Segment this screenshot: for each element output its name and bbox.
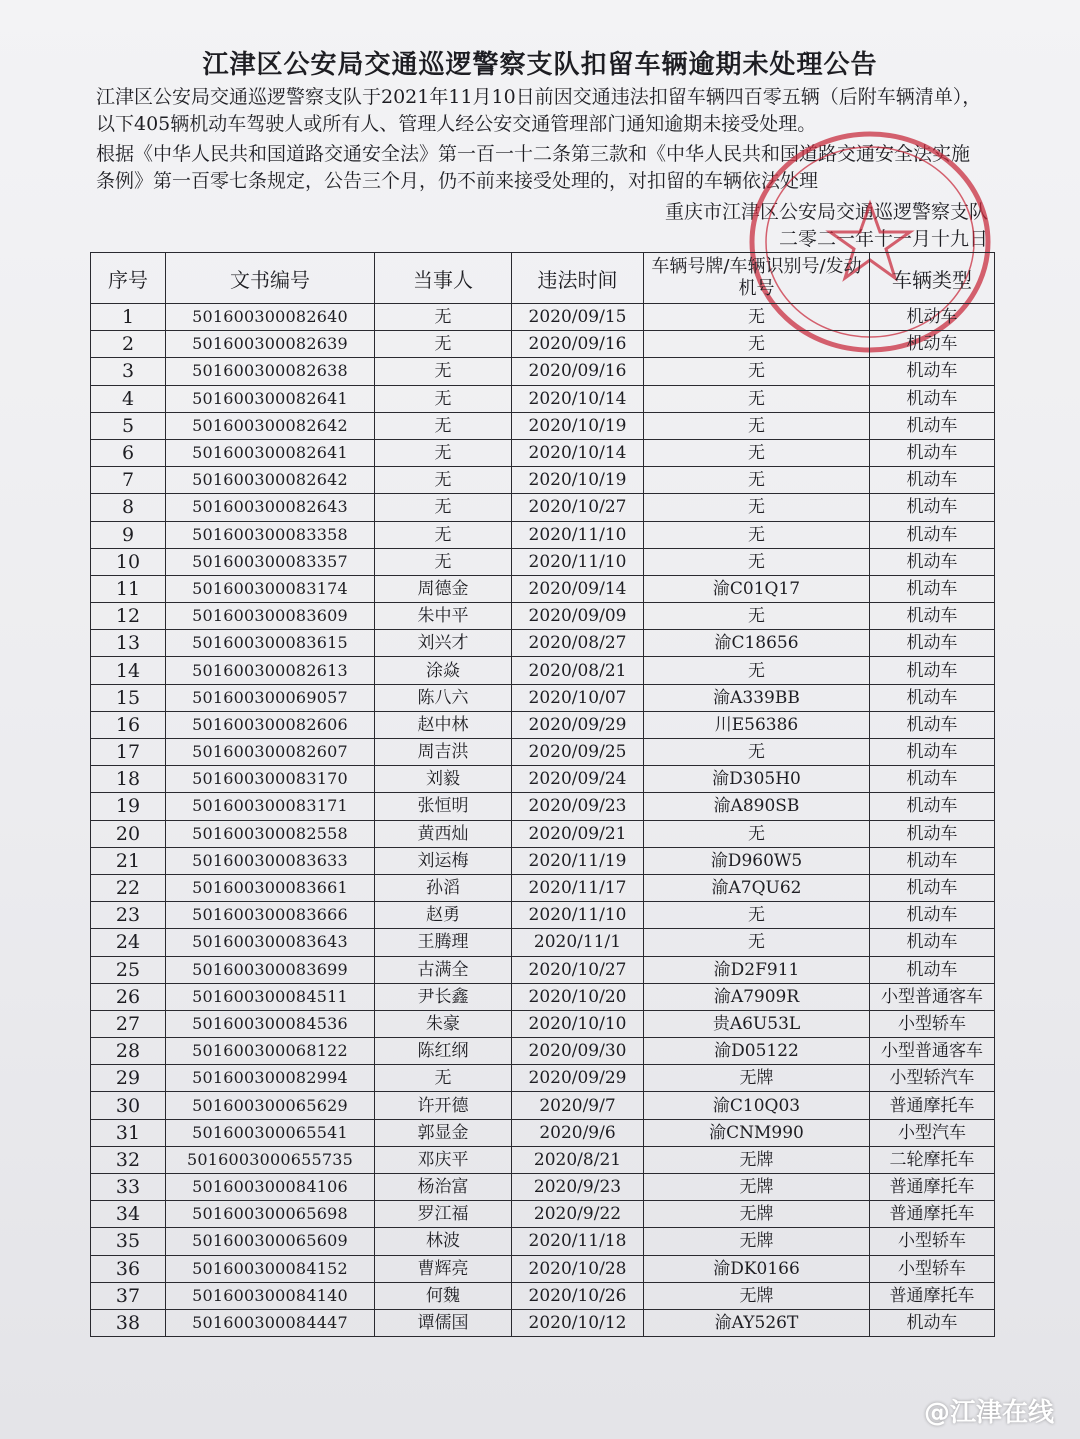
cell-doc-number: 501600300084536 — [166, 1010, 375, 1037]
cell-plate: 无牌 — [644, 1146, 870, 1173]
cell-doc-number: 501600300083171 — [166, 793, 375, 820]
cell-doc-number: 501600300083666 — [166, 902, 375, 929]
cell-party: 无 — [375, 385, 512, 412]
cell-violation-time: 2020/11/10 — [512, 548, 644, 575]
cell-vehicle-type: 机动车 — [870, 385, 995, 412]
cell-plate: 无牌 — [644, 1282, 870, 1309]
table-row — [91, 358, 995, 385]
cell-doc-number: 5016003000655735 — [166, 1146, 375, 1173]
cell-plate: 渝A7QU62 — [644, 874, 870, 901]
cell-seq: 27 — [91, 1010, 166, 1037]
table-row — [91, 1174, 995, 1201]
table-row — [91, 956, 995, 983]
cell-vehicle-type: 机动车 — [870, 657, 995, 684]
cell-seq: 33 — [91, 1174, 166, 1201]
cell-doc-number: 501600300082642 — [166, 412, 375, 439]
table-row — [91, 548, 995, 575]
table-row — [91, 630, 995, 657]
cell-plate: 渝C10Q03 — [644, 1092, 870, 1119]
cell-party: 无 — [375, 439, 512, 466]
cell-party: 曹辉亮 — [375, 1255, 512, 1282]
signature-organization: 重庆市江津区公安局交通巡逻警察支队 — [664, 201, 988, 223]
cell-seq: 29 — [91, 1065, 166, 1092]
table-row — [91, 847, 995, 874]
cell-doc-number: 501600300083615 — [166, 630, 375, 657]
cell-violation-time: 2020/10/07 — [512, 684, 644, 711]
cell-doc-number: 501600300083633 — [166, 847, 375, 874]
cell-violation-time: 2020/11/10 — [512, 521, 644, 548]
cell-vehicle-type: 机动车 — [870, 412, 995, 439]
cell-vehicle-type: 机动车 — [870, 874, 995, 901]
table-row — [91, 1010, 995, 1037]
table-row — [91, 439, 995, 466]
cell-seq: 14 — [91, 657, 166, 684]
table-row — [91, 711, 995, 738]
table-row — [91, 467, 995, 494]
cell-party: 黄西灿 — [375, 820, 512, 847]
cell-party: 周吉洪 — [375, 739, 512, 766]
cell-violation-time: 2020/10/19 — [512, 467, 644, 494]
table-header-row — [91, 253, 995, 304]
cell-party: 孙滔 — [375, 874, 512, 901]
cell-seq: 9 — [91, 521, 166, 548]
cell-seq: 1 — [91, 304, 166, 331]
cell-party: 朱中平 — [375, 603, 512, 630]
cell-violation-time: 2020/11/17 — [512, 874, 644, 901]
cell-vehicle-type: 普通摩托车 — [870, 1174, 995, 1201]
cell-violation-time: 2020/09/24 — [512, 766, 644, 793]
table-row — [91, 739, 995, 766]
table-row — [91, 412, 995, 439]
cell-party: 无 — [375, 521, 512, 548]
cell-seq: 31 — [91, 1119, 166, 1146]
cell-violation-time: 2020/09/25 — [512, 739, 644, 766]
table-row — [91, 902, 995, 929]
header-vehicle-type: 车辆类型 — [870, 253, 995, 304]
cell-vehicle-type: 机动车 — [870, 684, 995, 711]
cell-plate: 无牌 — [644, 1065, 870, 1092]
cell-seq: 35 — [91, 1228, 166, 1255]
cell-plate: 渝C18656 — [644, 630, 870, 657]
cell-doc-number: 501600300084140 — [166, 1282, 375, 1309]
cell-seq: 25 — [91, 956, 166, 983]
table-row — [91, 521, 995, 548]
cell-party: 杨治富 — [375, 1174, 512, 1201]
cell-seq: 12 — [91, 603, 166, 630]
cell-doc-number: 501600300082643 — [166, 494, 375, 521]
cell-plate: 渝D05122 — [644, 1038, 870, 1065]
cell-violation-time: 2020/09/15 — [512, 304, 644, 331]
cell-vehicle-type: 机动车 — [870, 494, 995, 521]
cell-violation-time: 2020/09/29 — [512, 711, 644, 738]
cell-vehicle-type: 机动车 — [870, 793, 995, 820]
cell-violation-time: 2020/9/6 — [512, 1119, 644, 1146]
cell-party: 尹长鑫 — [375, 983, 512, 1010]
cell-vehicle-type: 小型轿车 — [870, 1228, 995, 1255]
cell-doc-number: 501600300083357 — [166, 548, 375, 575]
table-row — [91, 1255, 995, 1282]
cell-seq: 18 — [91, 766, 166, 793]
cell-plate: 无 — [644, 603, 870, 630]
cell-vehicle-type: 二轮摩托车 — [870, 1146, 995, 1173]
table-row — [91, 820, 995, 847]
cell-doc-number: 501600300082558 — [166, 820, 375, 847]
notice-title: 江津区公安局交通巡逻警察支队扣留车辆逾期未处理公告 — [202, 50, 878, 80]
cell-party: 赵勇 — [375, 902, 512, 929]
table-row — [91, 494, 995, 521]
cell-seq: 24 — [91, 929, 166, 956]
cell-party: 无 — [375, 304, 512, 331]
cell-violation-time: 2020/10/19 — [512, 412, 644, 439]
cell-doc-number: 501600300083170 — [166, 766, 375, 793]
cell-doc-number: 501600300082639 — [166, 331, 375, 358]
cell-plate: 川E56386 — [644, 711, 870, 738]
cell-vehicle-type: 普通摩托车 — [870, 1282, 995, 1309]
cell-plate: 无 — [644, 521, 870, 548]
cell-vehicle-type: 普通摩托车 — [870, 1092, 995, 1119]
cell-party: 无 — [375, 331, 512, 358]
cell-doc-number: 501600300084447 — [166, 1309, 375, 1336]
cell-doc-number: 501600300068122 — [166, 1038, 375, 1065]
cell-party: 刘运梅 — [375, 847, 512, 874]
cell-party: 周德金 — [375, 575, 512, 602]
cell-plate: 无 — [644, 739, 870, 766]
table-row — [91, 983, 995, 1010]
cell-plate: 无牌 — [644, 1201, 870, 1228]
cell-plate: 渝A890SB — [644, 793, 870, 820]
cell-seq: 28 — [91, 1038, 166, 1065]
table-row — [91, 1092, 995, 1119]
cell-plate: 渝DK0166 — [644, 1255, 870, 1282]
cell-plate: 无 — [644, 439, 870, 466]
cell-vehicle-type: 小型普通客车 — [870, 983, 995, 1010]
cell-violation-time: 2020/11/1 — [512, 929, 644, 956]
cell-party: 邓庆平 — [375, 1146, 512, 1173]
cell-doc-number: 501600300065609 — [166, 1228, 375, 1255]
cell-seq: 23 — [91, 902, 166, 929]
cell-doc-number: 501600300065629 — [166, 1092, 375, 1119]
cell-violation-time: 2020/10/14 — [512, 385, 644, 412]
cell-seq: 15 — [91, 684, 166, 711]
cell-plate: 无 — [644, 331, 870, 358]
cell-party: 刘毅 — [375, 766, 512, 793]
cell-party: 王腾理 — [375, 929, 512, 956]
cell-party: 许开德 — [375, 1092, 512, 1119]
cell-vehicle-type: 普通摩托车 — [870, 1201, 995, 1228]
cell-vehicle-type: 机动车 — [870, 467, 995, 494]
cell-plate: 渝C01Q17 — [644, 575, 870, 602]
cell-plate: 渝D960W5 — [644, 847, 870, 874]
table-row — [91, 603, 995, 630]
cell-party: 刘兴才 — [375, 630, 512, 657]
cell-vehicle-type: 机动车 — [870, 1309, 995, 1336]
cell-party: 林波 — [375, 1228, 512, 1255]
table-row — [91, 1201, 995, 1228]
signature-date: 二零二一年十一月十九日 — [778, 228, 988, 250]
cell-violation-time: 2020/09/30 — [512, 1038, 644, 1065]
header-party: 当事人 — [375, 253, 512, 304]
cell-violation-time: 2020/09/09 — [512, 603, 644, 630]
cell-doc-number: 501600300082606 — [166, 711, 375, 738]
cell-vehicle-type: 机动车 — [870, 331, 995, 358]
cell-vehicle-type: 小型汽车 — [870, 1119, 995, 1146]
cell-doc-number: 501600300083609 — [166, 603, 375, 630]
cell-doc-number: 501600300083358 — [166, 521, 375, 548]
cell-party: 古满全 — [375, 956, 512, 983]
cell-doc-number: 501600300084106 — [166, 1174, 375, 1201]
cell-seq: 19 — [91, 793, 166, 820]
table-row — [91, 657, 995, 684]
cell-vehicle-type: 机动车 — [870, 902, 995, 929]
cell-plate: 无 — [644, 385, 870, 412]
cell-vehicle-type: 机动车 — [870, 766, 995, 793]
cell-plate: 无牌 — [644, 1228, 870, 1255]
cell-doc-number: 501600300083661 — [166, 874, 375, 901]
cell-plate: 渝AY526T — [644, 1309, 870, 1336]
header-plate: 车辆号牌/车辆识别号/发动机号 — [644, 253, 870, 304]
cell-seq: 17 — [91, 739, 166, 766]
cell-seq: 4 — [91, 385, 166, 412]
cell-party: 无 — [375, 494, 512, 521]
cell-doc-number: 501600300082613 — [166, 657, 375, 684]
cell-violation-time: 2020/08/27 — [512, 630, 644, 657]
cell-seq: 26 — [91, 983, 166, 1010]
cell-violation-time: 2020/10/20 — [512, 983, 644, 1010]
cell-doc-number: 501600300082638 — [166, 358, 375, 385]
cell-vehicle-type: 机动车 — [870, 521, 995, 548]
cell-doc-number: 501600300083643 — [166, 929, 375, 956]
cell-vehicle-type: 机动车 — [870, 847, 995, 874]
cell-violation-time: 2020/11/10 — [512, 902, 644, 929]
table-row — [91, 1282, 995, 1309]
cell-plate: 无 — [644, 902, 870, 929]
cell-party: 陈八六 — [375, 684, 512, 711]
cell-party: 郭显金 — [375, 1119, 512, 1146]
cell-violation-time: 2020/09/16 — [512, 331, 644, 358]
table-row — [91, 1119, 995, 1146]
cell-violation-time: 2020/09/14 — [512, 575, 644, 602]
cell-seq: 13 — [91, 630, 166, 657]
cell-doc-number: 501600300084152 — [166, 1255, 375, 1282]
cell-plate: 无 — [644, 467, 870, 494]
cell-seq: 38 — [91, 1309, 166, 1336]
impounded-vehicles-table — [90, 252, 995, 1337]
cell-vehicle-type: 机动车 — [870, 956, 995, 983]
table-row — [91, 1065, 995, 1092]
cell-violation-time: 2020/09/29 — [512, 1065, 644, 1092]
cell-plate: 无 — [644, 929, 870, 956]
cell-plate: 渝D2F911 — [644, 956, 870, 983]
table-row — [91, 874, 995, 901]
cell-doc-number: 501600300083699 — [166, 956, 375, 983]
cell-party: 赵中林 — [375, 711, 512, 738]
cell-violation-time: 2020/10/27 — [512, 956, 644, 983]
cell-plate: 渝CNM990 — [644, 1119, 870, 1146]
table-row — [91, 1038, 995, 1065]
cell-vehicle-type: 机动车 — [870, 929, 995, 956]
cell-party: 无 — [375, 358, 512, 385]
cell-party: 陈红纲 — [375, 1038, 512, 1065]
cell-vehicle-type: 机动车 — [870, 439, 995, 466]
cell-plate: 无 — [644, 657, 870, 684]
cell-party: 谭儒国 — [375, 1309, 512, 1336]
cell-doc-number: 501600300082641 — [166, 439, 375, 466]
cell-vehicle-type: 机动车 — [870, 711, 995, 738]
cell-seq: 30 — [91, 1092, 166, 1119]
cell-violation-time: 2020/9/23 — [512, 1174, 644, 1201]
cell-doc-number: 501600300065541 — [166, 1119, 375, 1146]
cell-doc-number: 501600300082607 — [166, 739, 375, 766]
cell-seq: 7 — [91, 467, 166, 494]
table-row — [91, 1309, 995, 1336]
table-row — [91, 766, 995, 793]
source-watermark: @江津在线 — [923, 1398, 1054, 1428]
header-doc-number: 文书编号 — [166, 253, 375, 304]
cell-seq: 21 — [91, 847, 166, 874]
cell-plate: 无 — [644, 412, 870, 439]
cell-vehicle-type: 机动车 — [870, 575, 995, 602]
cell-violation-time: 2020/10/28 — [512, 1255, 644, 1282]
table-row — [91, 385, 995, 412]
cell-party: 何魏 — [375, 1282, 512, 1309]
cell-vehicle-type: 机动车 — [870, 630, 995, 657]
cell-vehicle-type: 小型轿车 — [870, 1010, 995, 1037]
cell-vehicle-type: 机动车 — [870, 820, 995, 847]
cell-violation-time: 2020/11/18 — [512, 1228, 644, 1255]
cell-plate: 无 — [644, 494, 870, 521]
cell-vehicle-type: 机动车 — [870, 548, 995, 575]
cell-doc-number: 501600300082640 — [166, 304, 375, 331]
cell-violation-time: 2020/9/7 — [512, 1092, 644, 1119]
cell-vehicle-type: 小型轿车 — [870, 1255, 995, 1282]
cell-doc-number: 501600300069057 — [166, 684, 375, 711]
cell-party: 朱豪 — [375, 1010, 512, 1037]
table-row — [91, 793, 995, 820]
notice-paragraph-2: 根据《中华人民共和国道路交通安全法》第一百一十二条第三款和《中华人民共和国道路交通安全法实施条例》第一百零七条规定，公告三个月，仍不前来接受处理的，对扣留的车辆依法处理 — [96, 143, 971, 192]
cell-seq: 6 — [91, 439, 166, 466]
cell-party: 张恒明 — [375, 793, 512, 820]
cell-doc-number: 501600300083174 — [166, 575, 375, 602]
notice-paragraph-1: 江津区公安局交通巡逻警察支队于2021年11月10日前因交通违法扣留车辆四百零五辆（后附车辆清单），以下405辆机动车驾驶人或所有人、管理人经公安交通管理部门通知逾期未接受处理。 — [96, 86, 982, 135]
cell-vehicle-type: 机动车 — [870, 358, 995, 385]
cell-vehicle-type: 机动车 — [870, 603, 995, 630]
cell-plate: 渝A339BB — [644, 684, 870, 711]
cell-violation-time: 2020/10/14 — [512, 439, 644, 466]
cell-seq: 2 — [91, 331, 166, 358]
cell-doc-number: 501600300084511 — [166, 983, 375, 1010]
cell-violation-time: 2020/10/26 — [512, 1282, 644, 1309]
cell-vehicle-type: 小型轿汽车 — [870, 1065, 995, 1092]
cell-violation-time: 2020/08/21 — [512, 657, 644, 684]
cell-plate: 渝A7909R — [644, 983, 870, 1010]
cell-violation-time: 2020/10/12 — [512, 1309, 644, 1336]
cell-seq: 37 — [91, 1282, 166, 1309]
cell-vehicle-type: 机动车 — [870, 304, 995, 331]
cell-party: 涂焱 — [375, 657, 512, 684]
table-row — [91, 331, 995, 358]
cell-plate: 无 — [644, 304, 870, 331]
table-row — [91, 1146, 995, 1173]
cell-violation-time: 2020/10/27 — [512, 494, 644, 521]
cell-party: 无 — [375, 1065, 512, 1092]
cell-plate: 无 — [644, 820, 870, 847]
cell-seq: 3 — [91, 358, 166, 385]
cell-party: 罗江福 — [375, 1201, 512, 1228]
cell-plate: 贵A6U53L — [644, 1010, 870, 1037]
table-row — [91, 1228, 995, 1255]
cell-violation-time: 2020/09/21 — [512, 820, 644, 847]
table-row — [91, 684, 995, 711]
cell-plate: 无牌 — [644, 1174, 870, 1201]
header-violation-time: 违法时间 — [512, 253, 644, 304]
cell-seq: 22 — [91, 874, 166, 901]
cell-doc-number: 501600300082994 — [166, 1065, 375, 1092]
cell-plate: 无 — [644, 358, 870, 385]
cell-vehicle-type: 小型普通客车 — [870, 1038, 995, 1065]
cell-violation-time: 2020/8/21 — [512, 1146, 644, 1173]
cell-plate: 无 — [644, 548, 870, 575]
cell-seq: 11 — [91, 575, 166, 602]
cell-violation-time: 2020/9/22 — [512, 1201, 644, 1228]
cell-doc-number: 501600300082642 — [166, 467, 375, 494]
cell-violation-time: 2020/10/10 — [512, 1010, 644, 1037]
cell-seq: 20 — [91, 820, 166, 847]
cell-seq: 34 — [91, 1201, 166, 1228]
cell-doc-number: 501600300082641 — [166, 385, 375, 412]
cell-violation-time: 2020/11/19 — [512, 847, 644, 874]
table-row — [91, 929, 995, 956]
cell-party: 无 — [375, 412, 512, 439]
table-row — [91, 575, 995, 602]
cell-plate: 渝D305H0 — [644, 766, 870, 793]
cell-doc-number: 501600300065698 — [166, 1201, 375, 1228]
cell-seq: 16 — [91, 711, 166, 738]
cell-seq: 32 — [91, 1146, 166, 1173]
cell-violation-time: 2020/09/23 — [512, 793, 644, 820]
header-seq: 序号 — [91, 253, 166, 304]
cell-seq: 36 — [91, 1255, 166, 1282]
cell-seq: 8 — [91, 494, 166, 521]
cell-seq: 5 — [91, 412, 166, 439]
table-row — [91, 304, 995, 331]
cell-party: 无 — [375, 548, 512, 575]
cell-party: 无 — [375, 467, 512, 494]
cell-vehicle-type: 机动车 — [870, 739, 995, 766]
cell-seq: 10 — [91, 548, 166, 575]
cell-violation-time: 2020/09/16 — [512, 358, 644, 385]
